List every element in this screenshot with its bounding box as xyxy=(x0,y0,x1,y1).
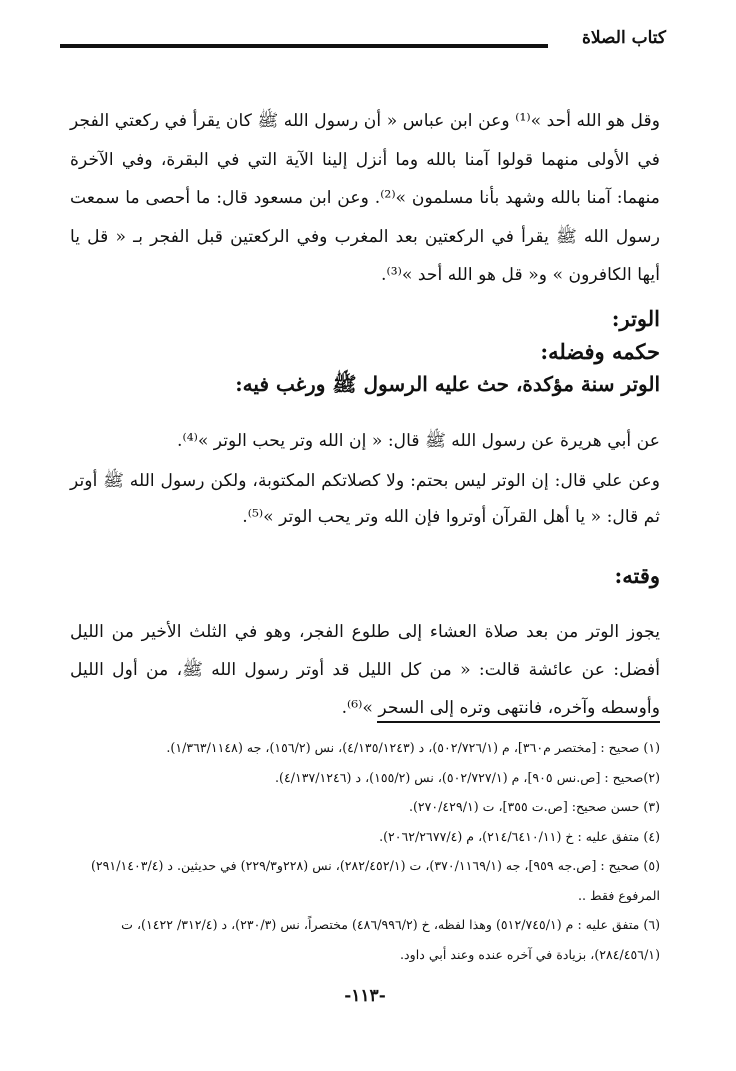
time-paragraph: يجوز الوتر من بعد صلاة العشاء إلى طلوع الفجر، وهو في الثلث الأخير من الليل أفضل: عن عائشة قالت: « من كل الليل قد أوتر رسول الله ﷺ، من أول الليل وأوسطه وآخره، فانتهى وتره إلى السحر »⁽⁶⁾. xyxy=(70,622,660,719)
opening-paragraph: وقل هو الله أحد »⁽¹⁾ وعن ابن عباس « أن رسول الله ﷺ كان يقرأ في ركعتي الفجر في الأولى منهما قولوا آمنا بالله وما أنزل إلينا الآية التي في البقرة، وفي الآخرة منهما: آمنا بالله وشهد بأنا مسلمون »⁽²⁾. وعن ابن مسعود قال: ما أحصى ما سمعت رسول الله ﷺ يقرأ في الركعتين بعد المغرب وفي الركعتين قبل الفجر بـ « قل يا أيها الكافرون » و« قل هو الله أحد »⁽³⁾. xyxy=(70,111,660,286)
footnote-1: (١) صحيح : [مختصر م٣٦٠]، م (٥٠٢/٧٢٦/١)، د (٤/١٣٥/١٢٤٣)، نس (١٥٦/٢)، جه (١/٣٦٣/١١٤٨). xyxy=(166,740,660,755)
header-rule xyxy=(60,44,548,48)
sunna-heading: الوتر سنة مؤكدة، حث عليه الرسول ﷺ ورغب فيه: xyxy=(235,372,660,396)
footnote-2: (٢)صحيح : [ص.نس ٩٠٥]، م (٥٠٢/٧٢٧/١)، نس (١٥٥/٢)، د (٤/١٣٧/١٢٤٦). xyxy=(275,769,660,785)
footnote-4: (٤) متفق عليه : خ (٢١٤/٦٤١٠/١١)، م (٢٠٦٢/٢٦٧٧/٤). xyxy=(379,828,660,844)
footnote-3: (٣) حسن صحيح: [ص.ت ٣٥٥]، ت (٢٧٠/٤٢٩/١). xyxy=(408,799,660,814)
ruling-heading: حكمه وفضله: xyxy=(540,339,660,364)
witr-hadith-abu-hurayra: عن أبي هريرة عن رسول الله ﷺ قال: « إن الله وتر يحب الوتر »⁽⁴⁾. xyxy=(177,431,660,452)
footnote-separator xyxy=(377,721,660,723)
footnote-6: (٦) متفق عليه : م (٥١٢/٧٤٥/١) وهذا لفظه، خ (٤٨٦/٩٩٦/٢) مختصراً، نس (٢٣٠/٣)، د (٣١٢/٤/ ١٤٢٢)، ت (٢٨٤/٤٥٦/١)، بزيادة في آخره عنده وعند أبي داود. xyxy=(121,917,660,962)
chapter-title: كتاب الصلاة xyxy=(581,28,666,48)
page-number: -١١٣- xyxy=(344,986,386,1006)
running-header xyxy=(60,28,666,58)
time-heading: وقته: xyxy=(614,563,660,588)
witr-hadith-ali: وعن علي قال: إن الوتر ليس بحتم: ولا كصلاتكم المكتوبة، ولكن رسول الله ﷺ أوتر ثم قال: « يا أهل القرآن أوتروا فإن الله وتر يحب الوتر »⁽⁵⁾. xyxy=(70,471,660,528)
witr-heading: الوتر: xyxy=(611,306,660,331)
footnote-5: (٥) صحيح : [ص.جه ٩٥٩]، جه (٣٧٠/١١٦٩/١)، ت (٢٨٢/٤٥٢/١)، نس (٢٢٨و٢٢٩/٣) في حديثين. د (٢٩١/١٤٠٣/٤) المرفوع فقط .. xyxy=(90,858,660,903)
footnotes xyxy=(64,733,660,969)
